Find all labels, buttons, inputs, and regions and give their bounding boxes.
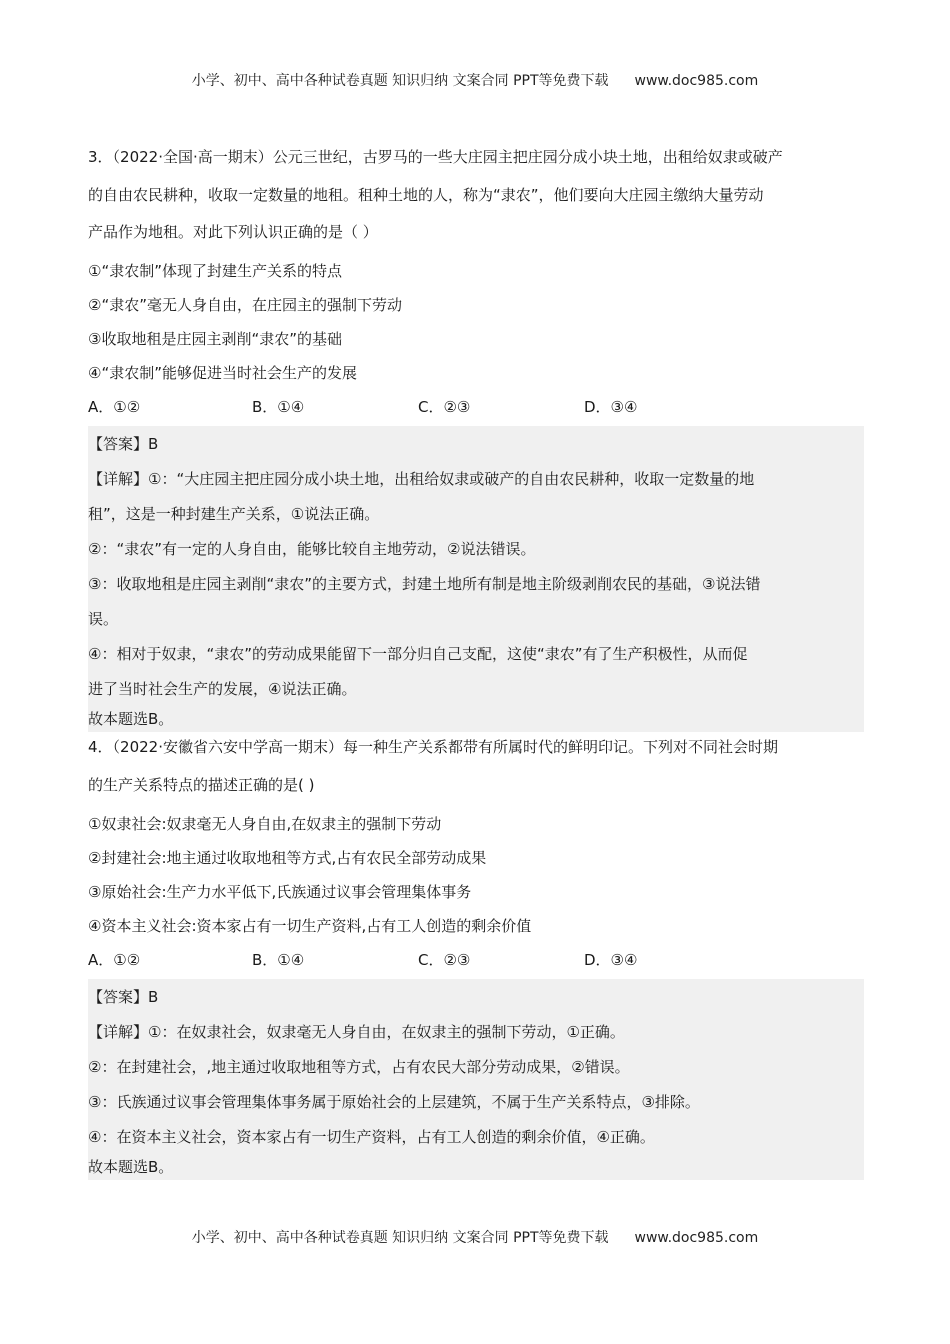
option-a: A．①②	[88, 398, 141, 416]
option-b: B．①④	[252, 951, 305, 969]
question-3-options	[88, 390, 864, 424]
option-c: C．②③	[418, 951, 471, 969]
question-3-statement: ②“隶农”毫无人身自由，在庄园主的强制下劳动	[88, 296, 402, 314]
question-3-statement: ①“隶农制”体现了封建生产关系的特点	[88, 262, 342, 280]
question-4-options	[88, 943, 864, 977]
answer-label: 【答案】B	[88, 988, 159, 1006]
question-3-answer-block	[88, 426, 864, 732]
question-4-statement: ②封建社会:地主通过收取地租等方式,占有农民全部劳动成果	[88, 849, 487, 867]
footer-text: 小学、初中、高中各种试卷真题 知识归纳 文案合同 PPT等免费下载	[191, 1230, 609, 1246]
question-3-statement: ④“隶农制”能够促进当时社会生产的发展	[88, 364, 357, 382]
header-text: 小学、初中、高中各种试卷真题 知识归纳 文案合同 PPT等免费下载	[191, 73, 609, 89]
question-4-statement: ③原始社会:生产力水平低下,氏族通过议事会管理集体事务	[88, 883, 472, 901]
explanation-line: ③：收取地租是庄园主剥削“隶农”的主要方式，封建土地所有制是地主阶级剥削农民的基础，③说法错	[88, 575, 761, 593]
explanation-line: 【详解】①：在奴隶社会，奴隶毫无人身自由，在奴隶主的强制下劳动，①正确。	[88, 1023, 625, 1041]
header-url-link[interactable]: www.doc985.com	[634, 73, 759, 89]
document-body	[88, 142, 864, 1180]
explanation-line: ③：氏族通过议事会管理集体事务属于原始社会的上层建筑，不属于生产关系特点，③排除。	[88, 1093, 700, 1111]
explanation-line: 误。	[88, 610, 119, 628]
explanation-line: ④：在资本主义社会，资本家占有一切生产资料，占有工人创造的剩余价值，④正确。	[88, 1128, 655, 1146]
question-4-statement: ①奴隶社会:奴隶毫无人身自由,在奴隶主的强制下劳动	[88, 815, 442, 833]
option-c: C．②③	[418, 398, 471, 416]
question-4-stem-line: 4．（2022·安徽省六安中学高一期末）每一种生产关系都带有所属时代的鲜明印记。下列对不同社会时期	[88, 738, 778, 756]
question-4-answer-block	[88, 979, 864, 1180]
question-3-stem-line: 3．（2022·全国·高一期末）公元三世纪，古罗马的一些大庄园主把庄园分成小块土地，出租给奴隶或破产	[88, 148, 783, 166]
question-3-stem-line: 产品作为地租。对此下列认识正确的是（ ）	[88, 223, 378, 241]
question-4	[88, 732, 864, 1180]
footer-url-link[interactable]: www.doc985.com	[634, 1230, 759, 1246]
option-a: A．①②	[88, 951, 141, 969]
explanation-line: 进了当时社会生产的发展，④说法正确。	[88, 680, 357, 698]
page-header	[0, 70, 950, 90]
explanation-line: 租”，这是一种封建生产关系，①说法正确。	[88, 505, 380, 523]
answer-label: 【答案】B	[88, 435, 159, 453]
explanation-line: ②：在封建社会，,地主通过收取地租等方式，占有农民大部分劳动成果，②错误。	[88, 1058, 630, 1076]
explanation-line: ②：“隶农”有一定的人身自由，能够比较自主地劳动，②说法错误。	[88, 540, 536, 558]
question-3	[88, 142, 864, 732]
option-b: B．①④	[252, 398, 305, 416]
question-3-stem-line: 的自由农民耕种，收取一定数量的地租。租种土地的人，称为“隶农”，他们要向大庄园主缴纳大量劳动	[88, 186, 764, 204]
question-4-stem-line: 的生产关系特点的描述正确的是( )	[88, 776, 315, 794]
option-d: D．③④	[584, 951, 638, 969]
explanation-line: 【详解】①：“大庄园主把庄园分成小块土地，出租给奴隶或破产的自由农民耕种，收取一定数量的地	[88, 470, 755, 488]
question-4-statement: ④资本主义社会:资本家占有一切生产资料,占有工人创造的剩余价值	[88, 917, 532, 935]
question-3-statement: ③收取地租是庄园主剥削“隶农”的基础	[88, 330, 342, 348]
explanation-line: ④：相对于奴隶，“隶农”的劳动成果能留下一部分归自己支配，这使“隶农”有了生产积极性，从而促	[88, 645, 748, 663]
page-footer	[0, 1227, 950, 1247]
conclusion-line: 故本题选B。	[88, 710, 174, 728]
option-d: D．③④	[584, 398, 638, 416]
conclusion-line: 故本题选B。	[88, 1158, 174, 1176]
